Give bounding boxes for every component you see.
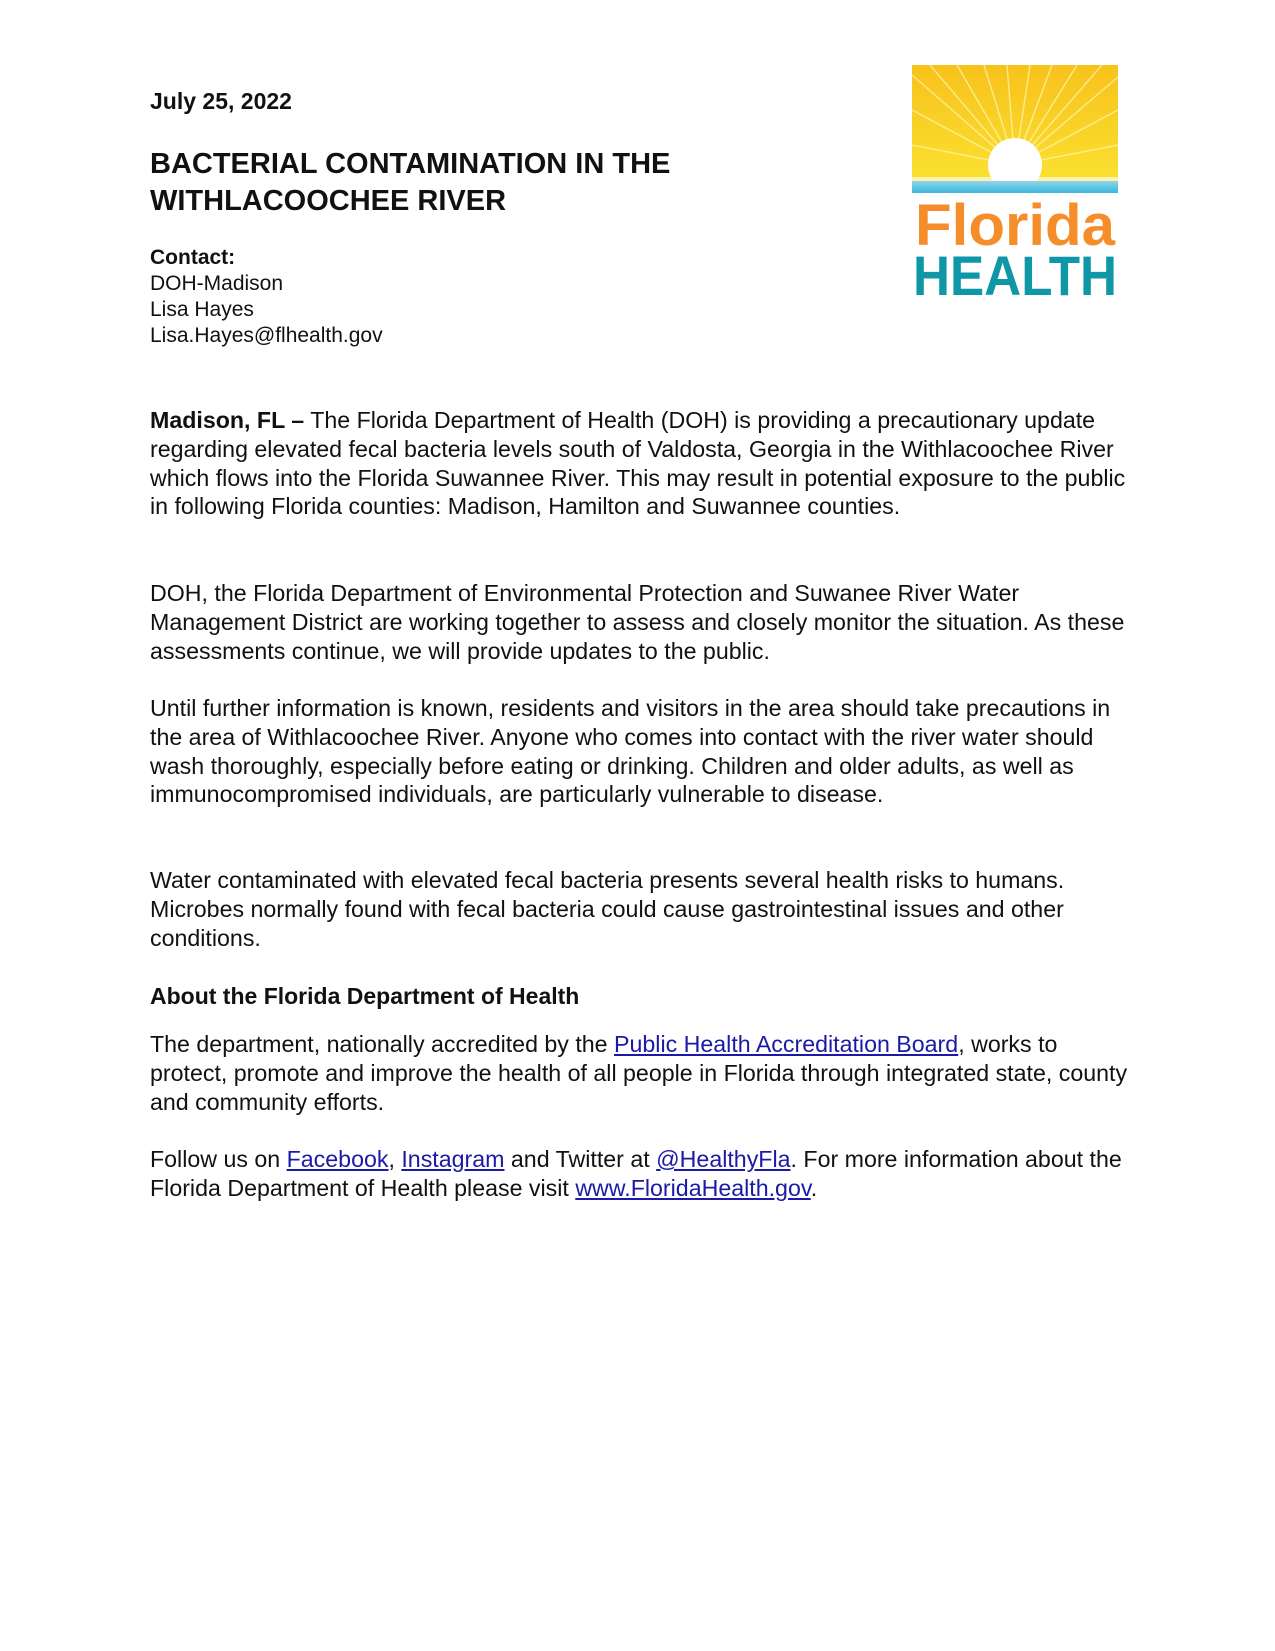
logo-word-florida: Florida (915, 193, 1116, 258)
facebook-link[interactable]: Facebook (286, 1146, 389, 1172)
paragraph-intro (150, 406, 1130, 521)
paragraph-precautions: Until further information is known, residents and visitors in the area should take precautions in the area of Withlacoochee River. Anyone who comes into contact with the river water should wash thoroughly, especially before eating or drinking. Children and older adults, as well as immunocompromised individuals, are particularly vulnerable to disease. (150, 695, 1111, 808)
paragraph-agencies: DOH, the Florida Department of Environmental Protection and Suwanee River Water Management District are working together to assess and closely monitor the situation. As these assessments continue, we will provide updates to the public. (150, 580, 1125, 664)
florida-health-logo (912, 65, 1118, 297)
contact-label: Contact: (150, 246, 236, 269)
paragraph-follow-us (150, 1145, 1130, 1203)
twitter-link[interactable]: @HealthyFla (656, 1146, 791, 1172)
instagram-link[interactable]: Instagram (401, 1146, 505, 1172)
contact-name: Lisa Hayes (150, 298, 254, 321)
release-date: July 25, 2022 (150, 88, 292, 114)
about-heading: About the Florida Department of Health (150, 983, 580, 1009)
about-text-after: , works to protect, promote and improve the health of all people in Florida through integrated state, county and community efforts. (150, 1031, 1128, 1115)
logo-word-health: HEALTH (913, 244, 1117, 297)
paragraph-about (150, 1030, 1130, 1116)
page-title (150, 146, 790, 220)
title-line-2: WITHLACOOCHEE RIVER (150, 185, 507, 217)
dateline: Madison, FL – (150, 407, 305, 433)
logo-water (912, 181, 1118, 193)
contact-email: Lisa.Hayes@flhealth.gov (150, 324, 383, 347)
accreditation-board-link[interactable]: Public Health Accreditation Board (614, 1031, 959, 1057)
website-link[interactable]: www.FloridaHealth.gov (575, 1174, 811, 1201)
follow-text-5: . (810, 1174, 818, 1201)
follow-text-2: , (388, 1146, 402, 1172)
title-line-1: BACTERIAL CONTAMINATION IN THE (150, 148, 671, 180)
paragraph-intro-text: The Florida Department of Health (DOH) is providing a precautionary update regarding elevated fecal bacteria levels south of Valdosta, Georgia in the Withlacoochee River which flows into the Florida Suwannee River. This may result in potential exposure to the public in following Florida counties: Madison, Hamilton and Suwannee counties. (150, 407, 1126, 520)
contact-block (150, 245, 383, 349)
paragraph-health-risks: Water contaminated with elevated fecal bacteria presents several health risks to humans. Microbes normally found with fecal bacteria could cause gastrointestinal issues and other conditions. (150, 867, 1065, 951)
follow-text-3: and Twitter at (504, 1146, 657, 1172)
contact-org: DOH-Madison (150, 272, 284, 295)
about-text-before: The department, nationally accredited by the (150, 1031, 615, 1057)
follow-text-1: Follow us on (150, 1146, 287, 1172)
follow-text-4: . For more information about the Florida Department of Health please visit (150, 1146, 1122, 1201)
